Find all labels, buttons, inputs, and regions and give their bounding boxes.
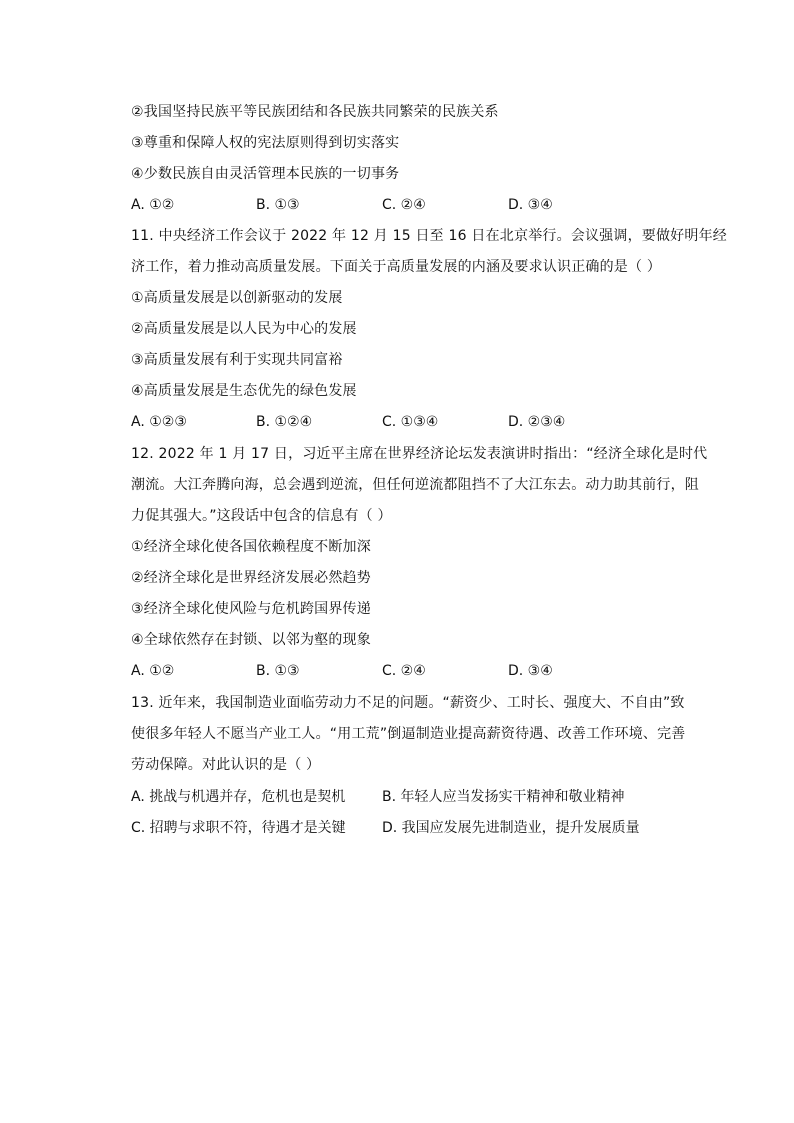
q11-item-2: ②高质量发展是以人民为中心的发展 bbox=[131, 321, 357, 337]
q10-item-2: ②我国坚持民族平等民族团结和各民族共同繁荣的民族关系 bbox=[131, 104, 499, 120]
q13-option-b: B. 年轻人应当发扬实干精神和敬业精神 bbox=[382, 789, 625, 805]
q12-option-c: C. ②④ bbox=[382, 663, 426, 679]
q10-item-3: ③尊重和保障人权的宪法原则得到切实落实 bbox=[131, 135, 400, 151]
q11-item-3: ③高质量发展有利于实现共同富裕 bbox=[131, 352, 343, 368]
q12-option-d: D. ③④ bbox=[508, 663, 553, 679]
q10-option-a: A. ①② bbox=[131, 197, 175, 213]
q12-option-a: A. ①② bbox=[131, 663, 175, 679]
q12-option-b: B. ①③ bbox=[256, 663, 300, 679]
q13-stem-line-1: 13. 近年来，我国制造业面临劳动力不足的问题。“薪资少、工时长、强度大、不自由”致 bbox=[131, 695, 685, 711]
q11-option-d: D. ②③④ bbox=[508, 414, 566, 430]
q12-stem-line-2: 潮流。大江奔腾向海，总会遇到逆流，但任何逆流都阻挡不了大江东去。动力助其前行，阻 bbox=[131, 477, 699, 493]
q12-stem-line-1: 12. 2022 年 1 月 17 日，习近平主席在世界经济论坛发表演讲时指出：“经济全球化是时代 bbox=[131, 446, 708, 462]
q13-stem-line-2: 使很多年轻人不愿当产业工人。“用工荒”倒逼制造业提高薪资待遇、改善工作环境、完善 bbox=[131, 726, 686, 742]
q10-option-d: D. ③④ bbox=[508, 197, 553, 213]
q12-stem-line-3: 力促其强大。”这段话中包含的信息有（ ） bbox=[131, 508, 392, 524]
q11-item-4: ④高质量发展是生态优先的绿色发展 bbox=[131, 383, 357, 399]
q10-option-c: C. ②④ bbox=[382, 197, 426, 213]
q12-item-2: ②经济全球化是世界经济发展必然趋势 bbox=[131, 570, 371, 586]
q11-option-a: A. ①②③ bbox=[131, 414, 187, 430]
q11-option-c: C. ①③④ bbox=[382, 414, 439, 430]
q11-stem-line-1: 11. 中央经济工作会议于 2022 年 12 月 15 日至 16 日在北京举行。会议强调，要做好明年经 bbox=[131, 228, 727, 244]
q11-option-b: B. ①②④ bbox=[256, 414, 313, 430]
q11-item-1: ①高质量发展是以创新驱动的发展 bbox=[131, 290, 343, 306]
q13-option-c: C. 招聘与求职不符，待遇才是关键 bbox=[131, 820, 346, 836]
q13-option-d: D. 我国应发展先进制造业，提升发展质量 bbox=[382, 820, 640, 836]
q13-option-a: A. 挑战与机遇并存，危机也是契机 bbox=[131, 789, 346, 805]
q12-item-3: ③经济全球化使风险与危机跨国界传递 bbox=[131, 601, 371, 617]
q11-stem-line-2: 济工作，着力推动高质量发展。下面关于高质量发展的内涵及要求认识正确的是（ ） bbox=[131, 259, 662, 275]
q10-option-b: B. ①③ bbox=[256, 197, 300, 213]
q13-stem-line-3: 劳动保障。对此认识的是（ ） bbox=[131, 757, 321, 773]
q10-item-4: ④少数民族自由灵活管理本民族的一切事务 bbox=[131, 166, 400, 182]
q12-item-4: ④全球依然存在封锁、以邻为壑的现象 bbox=[131, 632, 371, 648]
q12-item-1: ①经济全球化使各国依赖程度不断加深 bbox=[131, 539, 371, 555]
